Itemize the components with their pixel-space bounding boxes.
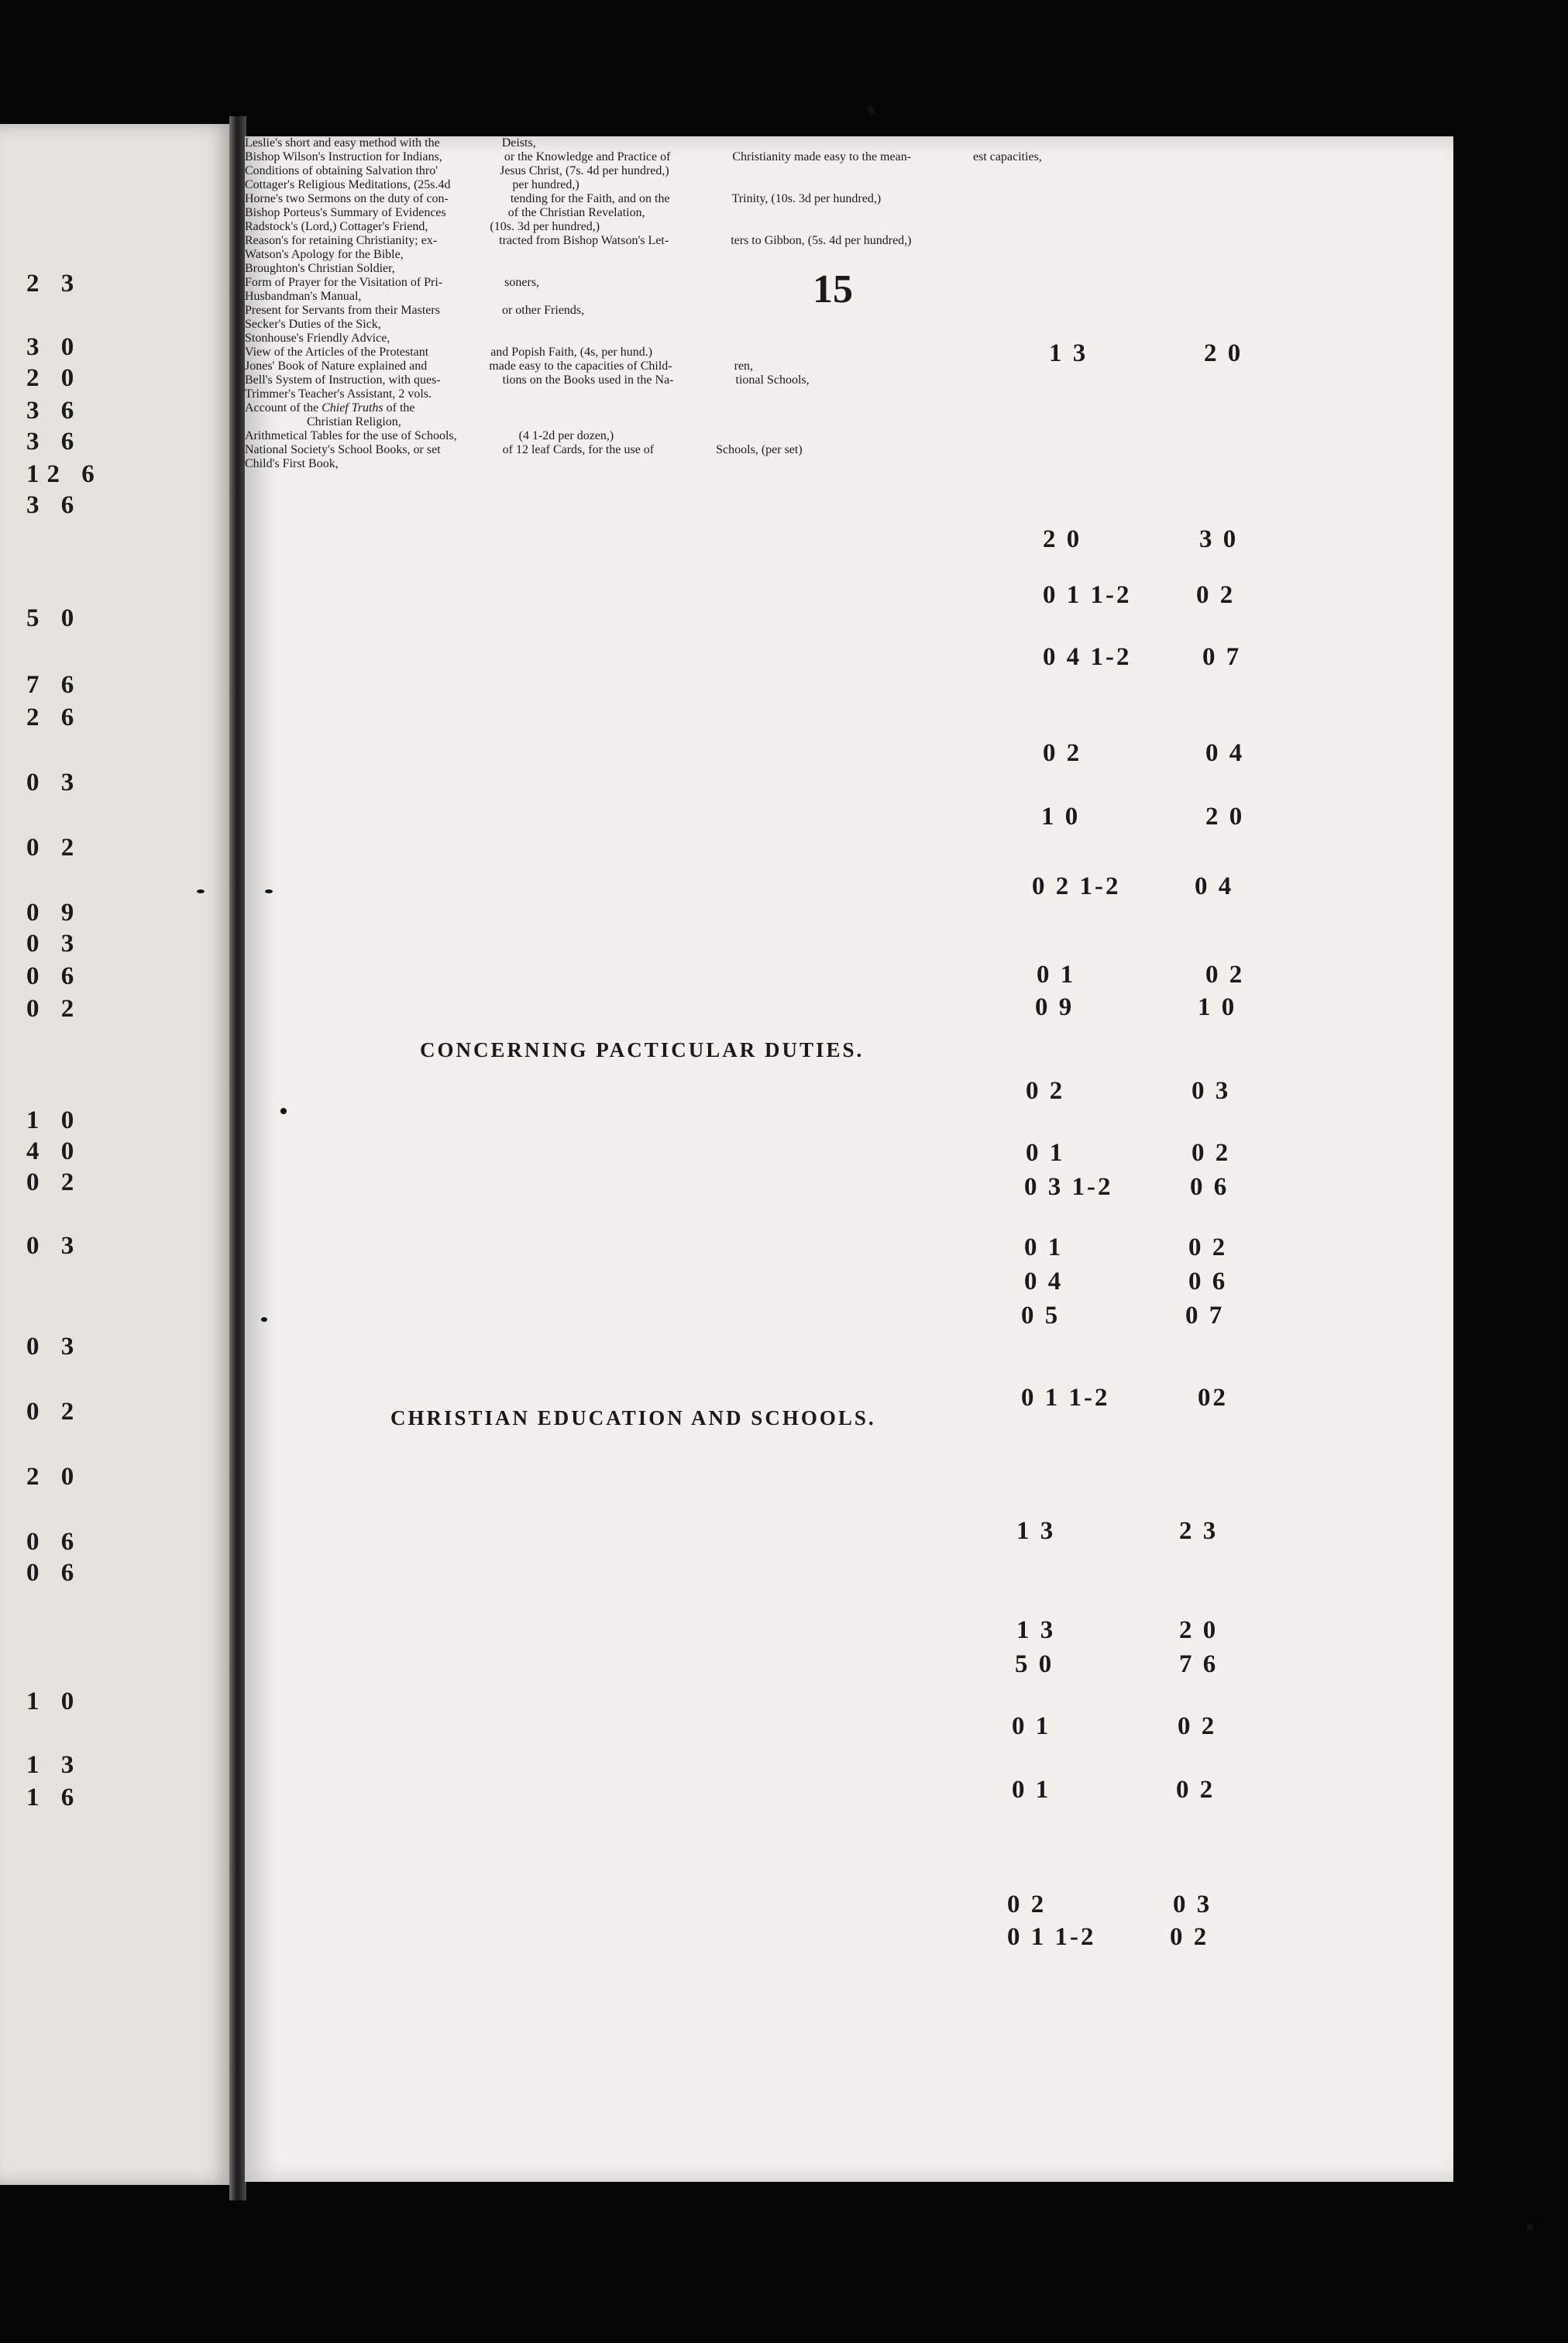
catalogue-entry-title: Present for Servants from their Masters or other Friends, (245, 304, 585, 317)
catalogue-entry-title: Bell's System of Instruction, with ques- tions on the Books used in the Na- tional Schools, (245, 373, 810, 387)
price-column-2: 0 2 (1188, 1233, 1228, 1261)
catalogue-entry-title: Reason's for retaining Christianity; ex- tracted from Bishop Watson's Let- ters to Gibbon, (5s. 4d per hundred,) (245, 234, 912, 247)
page-number: 15 (813, 267, 853, 311)
price-column-1: 0 1 (1024, 1233, 1064, 1261)
price-column-2: 0 6 (1188, 1268, 1228, 1295)
catalogue-entry-title: National Society's School Books, or set of 12 leaf Cards, for the use of Schools, (per set) (245, 443, 803, 456)
catalogue-entry-title: Cottager's Religious Meditations, (25s.4d per hundred,) (245, 178, 579, 191)
price-column-1: 0 2 (1043, 739, 1082, 767)
price-column-1: 0 1 (1012, 1776, 1051, 1804)
price-column-2: 2 0 (1179, 1616, 1219, 1644)
price-column-1: 5 0 (1015, 1650, 1054, 1678)
catalogue-entry-title: Bishop Wilson's Instruction for Indians, or the Knowledge and Practice of Christianity made easy to the mean- est capacities, (245, 150, 1042, 163)
price-column-1: 0 5 (1021, 1302, 1061, 1330)
price-column-2: 0 3 (1191, 1077, 1231, 1105)
catalogue-entry-title: Jones' Book of Nature explained and made easy to the capacities of Child- ren, (245, 360, 754, 373)
catalogue-entry-title: View of the Articles of the Protestant and Popish Faith, (4s, per hund.) (245, 346, 653, 359)
price-column-2: 0 4 (1205, 739, 1245, 767)
previous-page-price: 4 0 (26, 1137, 82, 1165)
previous-page-price: 1 0 (26, 1106, 82, 1134)
previous-page-price: 0 2 (26, 1168, 82, 1196)
price-column-2: 0 7 (1185, 1302, 1225, 1330)
price-column-2: 0 6 (1190, 1173, 1229, 1201)
book-page (245, 136, 1453, 2182)
previous-page-price: 3 6 (26, 397, 82, 425)
price-column-1: 0 3 1-2 (1024, 1173, 1113, 1201)
price-column-1: 0 1 (1037, 961, 1076, 989)
catalogue-entry-title: Conditions of obtaining Salvation thro' Jesus Christ, (7s. 4d per hundred,) (245, 164, 669, 177)
price-column-1: 0 1 (1012, 1712, 1051, 1740)
catalogue-entry-title: Account of the Chief Truths of the Christian Religion, (245, 401, 415, 428)
price-column-2: 2 0 (1204, 339, 1243, 367)
catalogue-entry-title: Secker's Duties of the Sick, (245, 318, 381, 331)
catalogue-entry-title: Trimmer's Teacher's Assistant, 2 vols. (245, 387, 432, 401)
price-column-2: 1 0 (1198, 993, 1237, 1021)
price-column-2: 2 0 (1205, 803, 1245, 831)
price-column-2: 0 2 (1205, 961, 1245, 989)
previous-page-price: 12 6 (26, 460, 102, 488)
catalogue-entry-title: Stonhouse's Friendly Advice, (245, 332, 390, 345)
price-column-2: 02 (1198, 1384, 1228, 1412)
previous-page-price: 0 3 (26, 769, 82, 796)
previous-page-price: 0 3 (26, 1232, 82, 1260)
previous-page-price: 0 2 (26, 1398, 82, 1426)
price-column-1: 0 4 (1024, 1268, 1064, 1295)
previous-page-price: 0 2 (26, 834, 82, 862)
previous-page-price: 0 3 (26, 930, 82, 958)
previous-page-price: 1 0 (26, 1688, 82, 1715)
price-column-1: 0 1 1-2 (1021, 1384, 1110, 1412)
price-column-2: 0 2 (1196, 581, 1236, 609)
previous-page-price: 5 0 (26, 604, 82, 632)
previous-page-price: 0 6 (26, 1528, 82, 1556)
catalogue-entry-title: Broughton's Christian Soldier, (245, 262, 395, 275)
price-column-2: 3 0 (1199, 525, 1239, 553)
price-column-1: 0 1 1-2 (1043, 581, 1132, 609)
price-column-2: 0 2 (1170, 1923, 1209, 1951)
previous-page-price: 1 6 (26, 1784, 82, 1811)
catalogue-entry-title: Watson's Apology for the Bible, (245, 248, 404, 261)
previous-page-price: 1 3 (26, 1751, 82, 1779)
price-column-2: 0 7 (1202, 643, 1242, 671)
price-column-1: 0 1 1-2 (1007, 1923, 1096, 1951)
price-column-2: 0 4 (1195, 872, 1234, 900)
previous-page-price: 2 0 (26, 1463, 82, 1491)
previous-page-price: 0 3 (26, 1333, 82, 1361)
catalogue-entry-title: Leslie's short and easy method with the Deists, (245, 136, 536, 150)
price-column-1: 0 9 (1035, 993, 1075, 1021)
price-column-2: 0 3 (1173, 1891, 1212, 1918)
catalogue-entry-title: Horne's two Sermons on the duty of con- tending for the Faith, and on the Trinity, (10s. 3d per hundred,) (245, 192, 882, 205)
previous-page-edge (0, 124, 232, 2185)
price-column-2: 0 2 (1178, 1712, 1217, 1740)
price-column-1: 1 3 (1016, 1616, 1056, 1644)
catalogue-entry-title: Arithmetical Tables for the use of Schools, (4 1-2d per dozen,) (245, 429, 614, 442)
previous-page-price: 3 6 (26, 428, 82, 456)
price-column-1: 1 0 (1041, 803, 1081, 831)
previous-page-price: 2 6 (26, 704, 82, 731)
section-heading-education: CHRISTIAN EDUCATION AND SCHOOLS. (390, 1406, 876, 1430)
price-column-2: 7 6 (1179, 1650, 1219, 1678)
previous-page-price: 2 0 (26, 364, 82, 392)
price-column-1: 2 0 (1043, 525, 1082, 553)
price-column-2: 2 3 (1179, 1517, 1219, 1545)
price-column-1: 0 2 (1026, 1077, 1065, 1105)
price-column-2: 0 2 (1191, 1139, 1231, 1167)
previous-page-price: 3 6 (26, 491, 82, 519)
price-column-1: 1 3 (1016, 1517, 1056, 1545)
previous-page-price: 3 0 (26, 333, 82, 361)
section-heading-particular-duties: CONCERNING PACTICULAR DUTIES. (420, 1038, 865, 1061)
previous-page-price: 0 6 (26, 1559, 82, 1587)
price-column-1: 0 4 1-2 (1043, 643, 1132, 671)
catalogue-entry-title: Child's First Book, (245, 457, 339, 470)
price-column-2: 0 2 (1176, 1776, 1216, 1804)
catalogue-entry-title: Radstock's (Lord,) Cottager's Friend, (10s. 3d per hundred,) (245, 220, 600, 233)
previous-page-price: 0 6 (26, 962, 82, 990)
price-column-1: 0 1 (1026, 1139, 1065, 1167)
book-gutter (229, 116, 246, 2200)
catalogue-entry-title: Husbandman's Manual, (245, 290, 362, 303)
price-column-1: 0 2 (1007, 1891, 1047, 1918)
previous-page-price: 0 9 (26, 899, 82, 927)
catalogue-entry-title: Form of Prayer for the Visitation of Pri- soners, (245, 276, 540, 289)
previous-page-price: 2 3 (26, 270, 82, 298)
previous-page-price: 0 2 (26, 995, 82, 1023)
price-column-1: 0 2 1-2 (1032, 872, 1121, 900)
catalogue-entry-title: Bishop Porteus's Summary of Evidences of the Christian Revelation, (245, 206, 645, 219)
previous-page-price: 7 6 (26, 671, 82, 699)
price-column-1: 1 3 (1049, 339, 1088, 367)
